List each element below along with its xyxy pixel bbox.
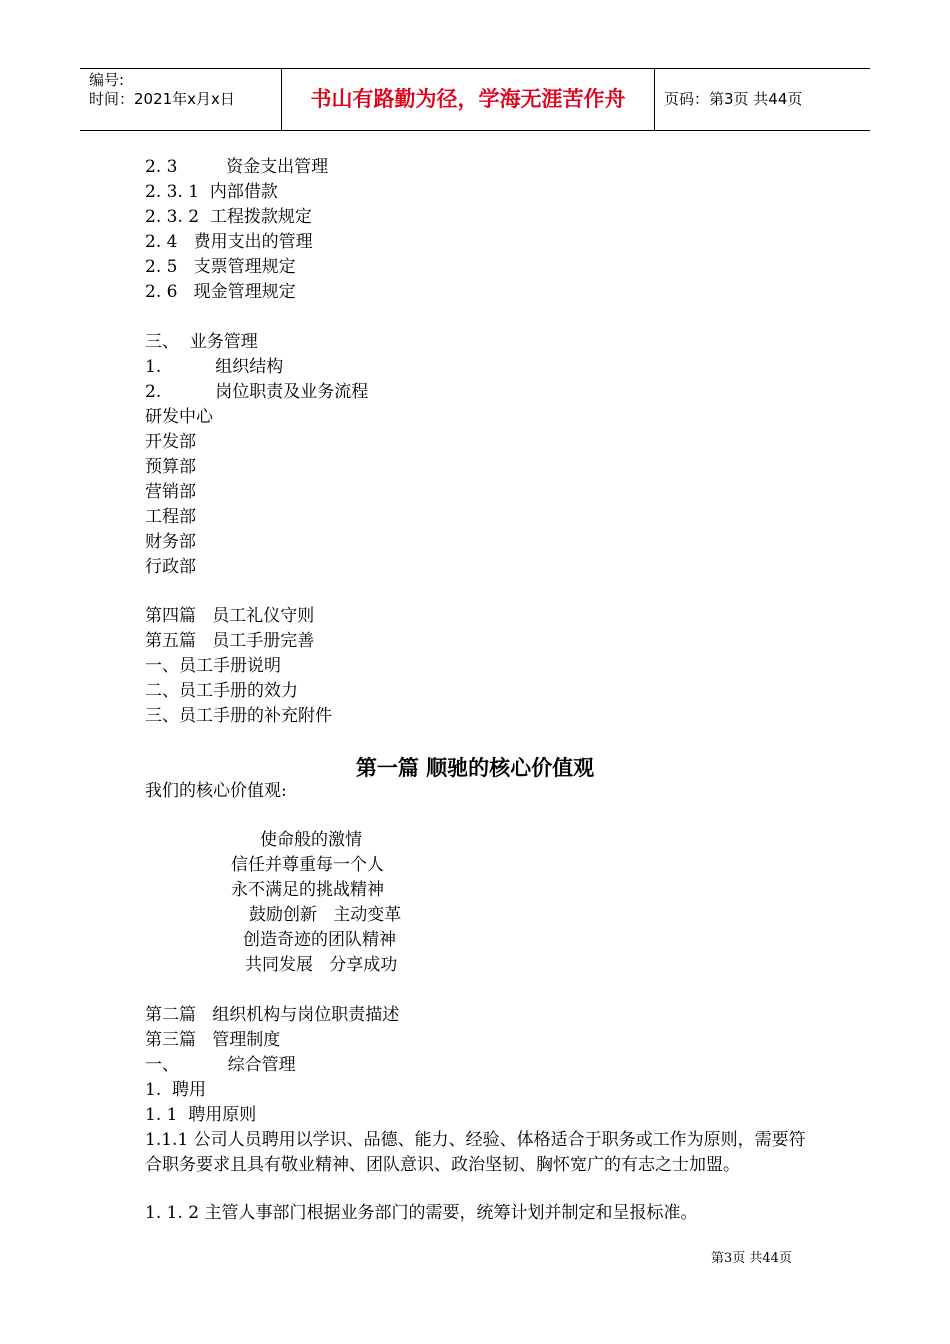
code-label: 编号:: [89, 71, 125, 89]
toc-line: 2. 3. 1 内部借款: [145, 182, 278, 202]
header-page-info: 页码：第3页 共44页: [664, 90, 803, 108]
toc-line: 财务部: [145, 532, 196, 552]
toc-line: 预算部: [145, 457, 196, 477]
toc-line: 第三篇 管理制度: [145, 1030, 281, 1050]
toc-line: 研发中心: [145, 407, 213, 427]
header-motto: 书山有路勤为径，学海无涯苦作舟: [282, 69, 655, 130]
toc-line: 2. 6 现金管理规定: [145, 282, 296, 302]
values-intro: 我们的核心价值观:: [145, 781, 287, 801]
toc-line: 2. 3. 2 工程拨款规定: [145, 207, 312, 227]
toc-line: 一、员工手册说明: [145, 656, 281, 676]
toc-line: 2. 3 资金支出管理: [145, 157, 329, 177]
page-header: [80, 68, 870, 131]
toc-line: 工程部: [145, 507, 196, 527]
toc-line: 营销部: [145, 482, 196, 502]
page-footer: 第3页 共44页: [711, 1251, 792, 1266]
toc-line: 二、员工手册的效力: [145, 681, 298, 701]
value-item: 使命般的激情: [260, 830, 362, 850]
toc-line: 三、 业务管理: [145, 332, 258, 352]
paragraph-hr-planning: 1. 1. 2 主管人事部门根据业务部门的需要，统筹计划并制定和呈报标准。: [145, 1203, 698, 1223]
toc-line: 2. 岗位职责及业务流程: [145, 382, 369, 402]
toc-line: 一、 综合管理: [145, 1055, 296, 1075]
value-item: 共同发展 分享成功: [245, 955, 398, 975]
toc-line: 行政部: [145, 557, 196, 577]
toc-line: 第四篇 员工礼仪守则: [145, 606, 315, 626]
header-meta: [80, 69, 282, 130]
value-item: 永不满足的挑战精神: [231, 880, 384, 900]
value-item: 创造奇迹的团队精神: [243, 930, 396, 950]
value-item: 鼓励创新 主动变革: [249, 905, 402, 925]
toc-line: 第二篇 组织机构与岗位职责描述: [145, 1005, 400, 1025]
section-title: 第一篇 顺驰的核心价值观: [355, 755, 595, 780]
toc-line: 1. 组织结构: [145, 357, 284, 377]
value-item: 信任并尊重每一个人: [231, 855, 384, 875]
toc-line: 三、员工手册的补充附件: [145, 706, 332, 726]
toc-line: 第五篇 员工手册完善: [145, 631, 315, 651]
date-label: 时间：2021年x月x日: [89, 90, 235, 108]
paragraph-hiring-principle: 1.1.1 公司人员聘用以学识、品德、能力、经验、体格适合于职务或工作为原则，需要符合职务要求且具有敬业精神、团队意识、政治坚韧、胸怀宽广的有志之士加盟。: [145, 1130, 806, 1175]
toc-line: 1. 1 聘用原则: [145, 1105, 257, 1125]
toc-line: 2. 4 费用支出的管理: [145, 232, 313, 252]
toc-line: 1. 聘用: [145, 1080, 207, 1100]
toc-line: 2. 5 支票管理规定: [145, 257, 296, 277]
toc-line: 开发部: [145, 432, 196, 452]
